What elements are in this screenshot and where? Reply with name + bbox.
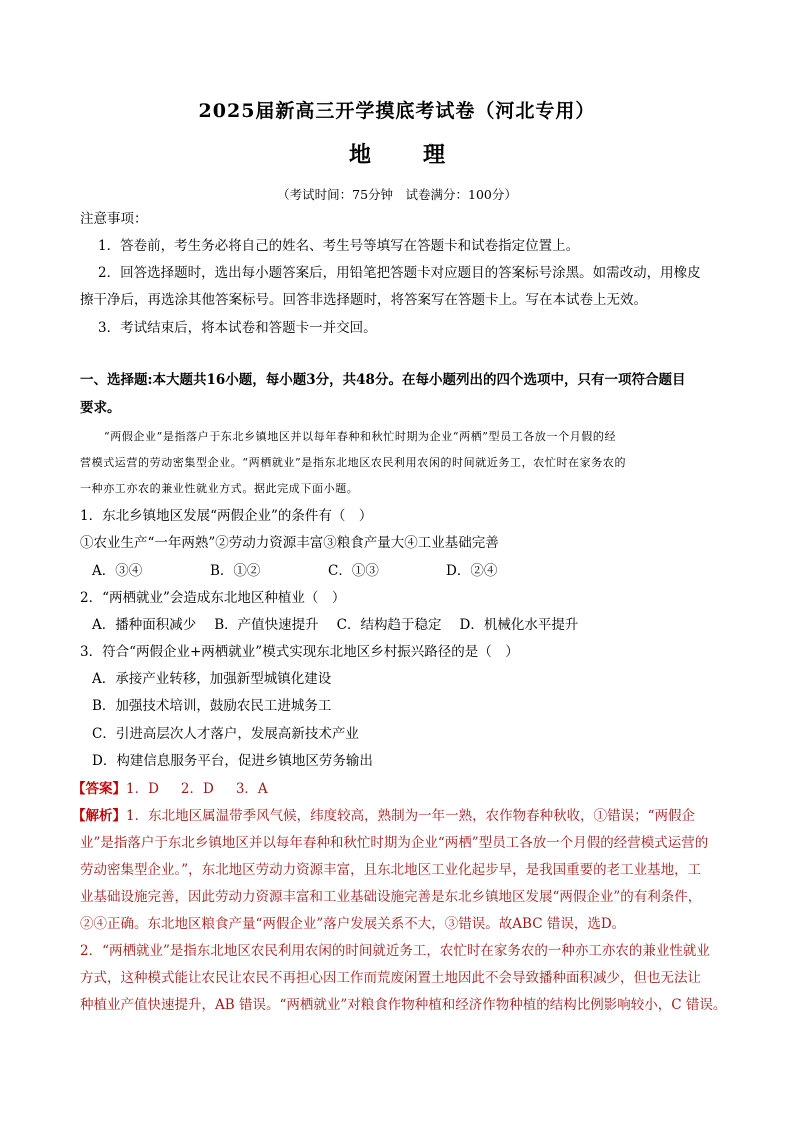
passage-line-1: “两假企业”是指落户于东北乡镇地区并以每年春种和秋忙时期为企业“两栖”型员工各放一个月假的经 — [104, 430, 617, 443]
q1-option-b[interactable]: B．①② — [210, 563, 261, 579]
subject-char-2: 理 — [423, 142, 446, 168]
q3-option-b[interactable]: B．加强技术培训，鼓励农民工进城务工 — [92, 698, 332, 714]
answer-1: 1．D — [126, 781, 159, 797]
analysis-label: 【解析】 — [72, 808, 126, 824]
subject-heading — [0, 138, 794, 169]
answer-row — [72, 779, 290, 799]
passage-line-2: 营模式运营的劳动密集型企业。“两栖就业”是指东北地区农民利用农闲的时间就近务工，农忙时在家务农的 — [80, 456, 627, 469]
analysis-line-3: 劳动密集型企业。”，东北地区劳动力资源丰富，且东北地区工业化起步早，是我国重要的老工业基地，工 — [80, 862, 702, 878]
analysis-line-6: 2．“两栖就业”是指东北地区农民利用农闲的时间就近务工，农忙时在家务农的一种亦工亦农的兼业性就业 — [80, 943, 710, 959]
analysis-line-1 — [72, 806, 695, 826]
analysis-line-8: 种植业产值快速提升，AB 错误。“两栖就业”对粮食作物种植和经济作物种植的结构比例影响较小，C 错误。 — [80, 997, 727, 1013]
exam-info: （考试时间：75分钟 试卷满分：100分） — [277, 187, 517, 202]
q2-option-b[interactable]: B．产值快速提升 — [214, 617, 319, 633]
analysis-line-4: 业基础设施完善，因此劳动力资源丰富和工业基础设施完善是东北乡镇地区发展“两假企业”的有利条件， — [80, 889, 702, 905]
analysis-line-2: 业”是指落户于东北乡镇地区并以每年春种和秋忙时期为企业“两栖”型员工各放一个月假的经营模式运营的 — [80, 835, 709, 851]
question-2-options — [92, 615, 596, 635]
notice-item-2a: 2．回答选择题时，选出每小题答案后，用铅笔把答题卡对应题目的答案标号涂黑。如需改动，用橡皮 — [98, 265, 701, 281]
q1-option-a[interactable]: A．③④ — [92, 563, 143, 579]
q3-option-d[interactable]: D．构建信息服务平台，促进乡镇地区劳务输出 — [92, 753, 373, 769]
analysis-text: 1．东北地区属温带季风气候，纬度较高，熟制为一年一熟，农作物春种秋收，①错误；“两假企 — [126, 808, 695, 824]
answer-3: 3．A — [235, 781, 268, 797]
subject-char-1: 地 — [348, 142, 371, 168]
q2-option-a[interactable]: A．播种面积减少 — [92, 617, 197, 633]
question-1-conditions: ①农业生产“一年两熟”②劳动力资源丰富③粮食产量大④工业基础完善 — [80, 535, 499, 551]
notice-heading: 注意事项： — [80, 211, 148, 227]
question-3-stem: 3．符合“两假企业+两栖就业”模式实现东北地区乡村振兴路径的是（ ） — [80, 644, 519, 660]
passage-line-3: 一种亦工亦农的兼业性就业方式。据此完成下面小题。 — [80, 482, 359, 495]
notice-item-3: 3．考试结束后，将本试卷和答题卡一并交回。 — [98, 320, 377, 336]
exam-title: 2025届新高三开学摸底考试卷（河北专用） — [198, 100, 596, 122]
answer-2: 2．D — [180, 781, 214, 797]
q3-option-c[interactable]: C．引进高层次人才落户，发展高新技术产业 — [92, 726, 359, 742]
q1-option-d[interactable]: D．②④ — [446, 563, 498, 579]
question-1-options — [92, 561, 564, 581]
notice-item-2b: 擦干净后，再选涂其他答案标号。回答非选择题时，将答案写在答题卡上。写在本试卷上无效。 — [80, 292, 647, 308]
section-heading-cont: 要求。 — [80, 400, 121, 416]
q1-option-c[interactable]: C．①③ — [328, 563, 379, 579]
analysis-line-5: ②④正确。东北地区粮食产量“两假企业”落户发展关系不大，③错误。故ABC 错误，选D。 — [80, 916, 626, 932]
q3-option-a[interactable]: A．承接产业转移，加强新型城镇化建设 — [92, 671, 332, 687]
notice-item-1: 1．答卷前，考生务必将自己的姓名、考生号等填写在答题卡和试卷指定位置上。 — [98, 238, 580, 254]
q2-option-d[interactable]: D．机械化水平提升 — [459, 617, 579, 633]
question-2-stem: 2．“两栖就业”会造成东北地区种植业（ ） — [80, 590, 346, 606]
q2-option-c[interactable]: C．结构趋于稳定 — [336, 617, 442, 633]
question-1-stem: 1．东北乡镇地区发展“两假企业”的条件有（ ） — [80, 508, 373, 524]
analysis-line-7: 方式，这种模式能让农民让农民不再担心因工作而荒废闲置土地因此不会导致播种面积减少，但也无法让 — [80, 970, 701, 986]
answer-label: 【答案】 — [72, 781, 126, 797]
section-heading: 一、选择题:本大题共16小题，每小题3分，共48分。在每小题列出的四个选项中，只有一项符合题目 — [80, 372, 686, 388]
